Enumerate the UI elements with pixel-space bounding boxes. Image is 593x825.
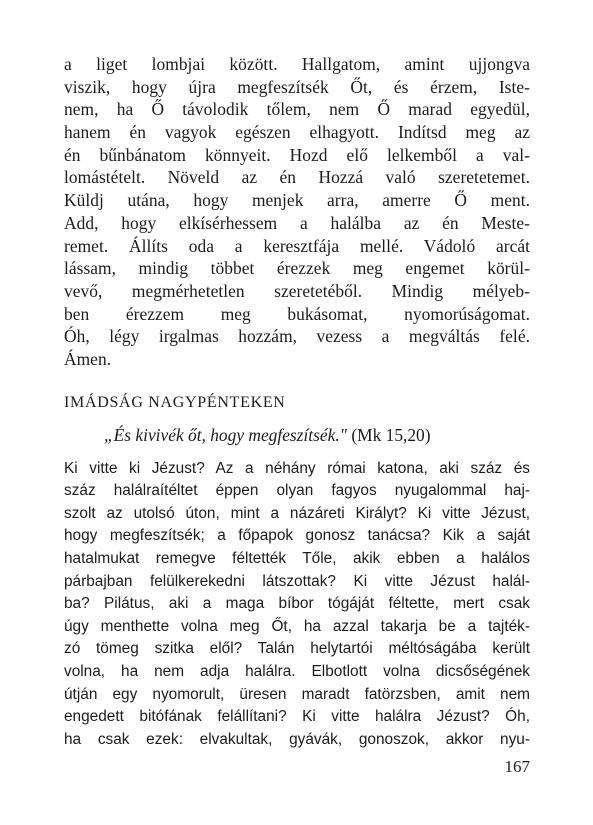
- paragraph-line: lássam, mindig többet érezzek meg engemet körül-: [64, 258, 530, 279]
- paragraph-line: Add, hogy elkísérhessem a halálba az én Meste-: [64, 212, 530, 233]
- paragraph-line: nem, ha Ő távolodik tőlem, nem Ő marad egyedül,: [64, 99, 530, 120]
- quote-text: „És kivivék őt, hogy megfeszítsék.": [104, 424, 347, 445]
- paragraph-line: útján egy nyomorult, üresen maradt fatörzsben, amit nem: [64, 685, 530, 703]
- paragraph-line: Óh, légy irgalmas hozzám, vezess a megváltás felé.: [64, 326, 530, 347]
- book-page: [64, 53, 530, 751]
- paragraph-line: szolt az utolsó úton, mint a názáreti Királyt? Ki vitte Jézust,: [64, 504, 530, 522]
- paragraph-line: Ki vitte ki Jézust? Az a néhány római katona, aki száz és: [64, 459, 530, 477]
- paragraph-line: a liget lombjai között. Hallgatom, amint ujjongva: [64, 54, 530, 74]
- paragraph-line: úgy menthette volna meg Őt, ha azzal takarja be a tajték-: [64, 617, 530, 635]
- quote-reference: (Mk 15,20): [351, 424, 431, 445]
- paragraph-line: ha csak ezek: elvakultak, gyávák, gonoszok, akkor nyu-: [64, 730, 530, 748]
- paragraph-line: száz halálraítéltet éppen olyan fagyos nyugalommal haj-: [64, 482, 530, 500]
- paragraph-line: engedett bitófának felállítani? Ki vitte halálra Jézust? Óh,: [64, 708, 530, 726]
- paragraph-line: vevő, megmérhetetlen szeretetéből. Mindig mélyeb-: [64, 280, 530, 301]
- paragraph-line: ba? Pilátus, aki a maga bíbor tógáját féltette, mert csak: [64, 595, 530, 613]
- bible-quote: [64, 423, 530, 447]
- paragraph-line: volna, ha nem adja halálra. Elbotlott volna dicsőségének: [64, 662, 530, 680]
- paragraph-line: lomástételt. Növeld az én Hozzá való szeretetemet.: [64, 167, 530, 188]
- paragraph-line: hatalmukat remegve féltették Tőle, akik ebben a halálos: [64, 550, 530, 567]
- paragraph-line: hogy megfeszítsék; a főpapok gonosz tanácsa? Kik a saját: [64, 527, 530, 545]
- body-paragraph: [64, 458, 530, 752]
- paragraph-line: hanem én vagyok egészen elhagyott. Indítsd meg az: [64, 122, 530, 143]
- section-heading: IMÁDSÁG NAGYPÉNTEKEN: [64, 393, 286, 411]
- paragraph-line: én bűnbánatom könnyeit. Hozd elő lelkemből a val-: [64, 144, 530, 165]
- paragraph-line: viszik, hogy újra megfeszítsék Őt, és érzem, Iste-: [64, 76, 530, 97]
- paragraph-line: zó tömeg szitka elől? Talán helytartói méltóságába került: [64, 640, 530, 658]
- page-number: 167: [504, 757, 530, 776]
- paragraph-line: ben érezzem meg bukásomat, nyomorúságomat.: [64, 303, 530, 324]
- paragraph-line: Küldj utána, hogy menjek arra, amerre Ő ment.: [64, 190, 530, 211]
- paragraph-line: párbajban felülkerekedni látszottak? Ki vitte Jézust halál-: [64, 572, 530, 590]
- paragraph-line: Ámen.: [64, 348, 112, 369]
- paragraph-line: remet. Állíts oda a keresztfája mellé. Vádoló arcát: [64, 235, 530, 256]
- top-paragraph: [64, 53, 530, 371]
